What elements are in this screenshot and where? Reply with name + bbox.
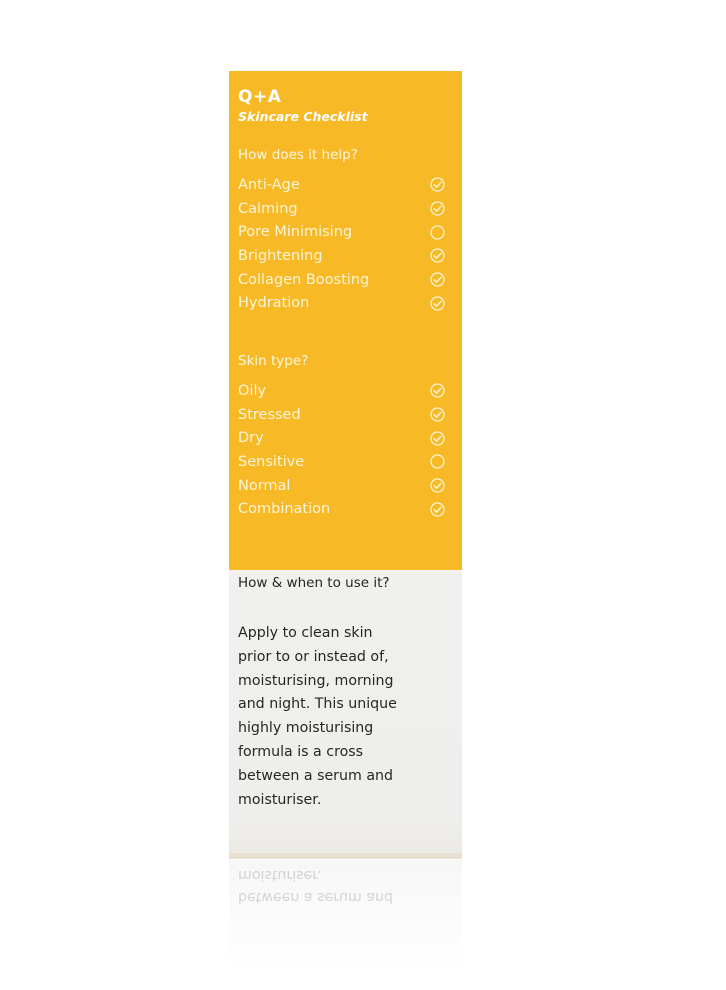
- checklist-panel: [229, 71, 462, 570]
- list-item: [238, 403, 445, 427]
- list-item: [238, 244, 445, 268]
- skin-type-label: Sensitive: [238, 453, 305, 470]
- list-item: [238, 379, 445, 403]
- brand-logo: Q+A: [238, 87, 282, 107]
- benefits-list: [238, 173, 445, 315]
- benefit-label: Collagen Boosting: [238, 271, 370, 288]
- check-circle-icon: [430, 272, 445, 287]
- product-box-side: [229, 71, 462, 859]
- benefit-label: Calming: [238, 200, 298, 217]
- check-circle-icon: [430, 502, 445, 517]
- list-item: [238, 197, 445, 221]
- skin-type-label: Combination: [238, 501, 331, 518]
- list-item: [238, 497, 445, 521]
- list-item: [238, 474, 445, 498]
- check-circle-icon: [430, 296, 445, 311]
- usage-line: moisturiser.: [238, 791, 322, 808]
- skin-type-label: Dry: [238, 430, 264, 447]
- usage-line: formula is a cross: [238, 743, 364, 760]
- list-item: [238, 426, 445, 450]
- reflection-text: [238, 864, 393, 908]
- checklist-title: Skincare Checklist: [238, 109, 368, 124]
- check-circle-icon: [430, 478, 445, 493]
- usage-line: prior to or instead of,: [238, 648, 389, 665]
- list-item: [238, 220, 445, 244]
- usage-line: Apply to clean skin: [238, 625, 373, 641]
- box-reflection: [229, 860, 462, 970]
- empty-circle-icon: [430, 225, 445, 240]
- reflection-line: between a serum and: [238, 889, 394, 905]
- usage-line: highly moisturising: [238, 720, 374, 737]
- box-bottom-edge: [229, 853, 462, 859]
- check-circle-icon: [430, 201, 445, 216]
- list-item: [238, 450, 445, 474]
- check-circle-icon: [430, 177, 445, 192]
- skin-type-label: Normal: [238, 477, 291, 494]
- benefits-heading: How does it help?: [238, 147, 358, 163]
- check-circle-icon: [430, 431, 445, 446]
- skin-type-label: Stressed: [238, 406, 301, 423]
- list-item: [238, 291, 445, 315]
- skin-type-label: Oily: [238, 382, 267, 399]
- check-circle-icon: [430, 407, 445, 422]
- usage-heading: How & when to use it?: [238, 575, 390, 591]
- usage-line: moisturising, morning: [238, 672, 394, 689]
- check-circle-icon: [430, 248, 445, 263]
- reflection-line: moisturiser.: [238, 867, 322, 883]
- usage-instructions: [238, 622, 453, 812]
- list-item: [238, 173, 445, 197]
- benefit-label: Hydration: [238, 295, 310, 312]
- check-circle-icon: [430, 383, 445, 398]
- skin-type-heading: Skin type?: [238, 353, 309, 369]
- usage-line: between a serum and: [238, 767, 394, 784]
- skin-type-list: [238, 379, 445, 521]
- benefit-label: Pore Minimising: [238, 224, 353, 241]
- list-item: [238, 268, 445, 292]
- usage-line: and night. This unique: [238, 696, 397, 713]
- empty-circle-icon: [430, 454, 445, 469]
- benefit-label: Anti-Age: [238, 176, 300, 193]
- benefit-label: Brightening: [238, 247, 323, 264]
